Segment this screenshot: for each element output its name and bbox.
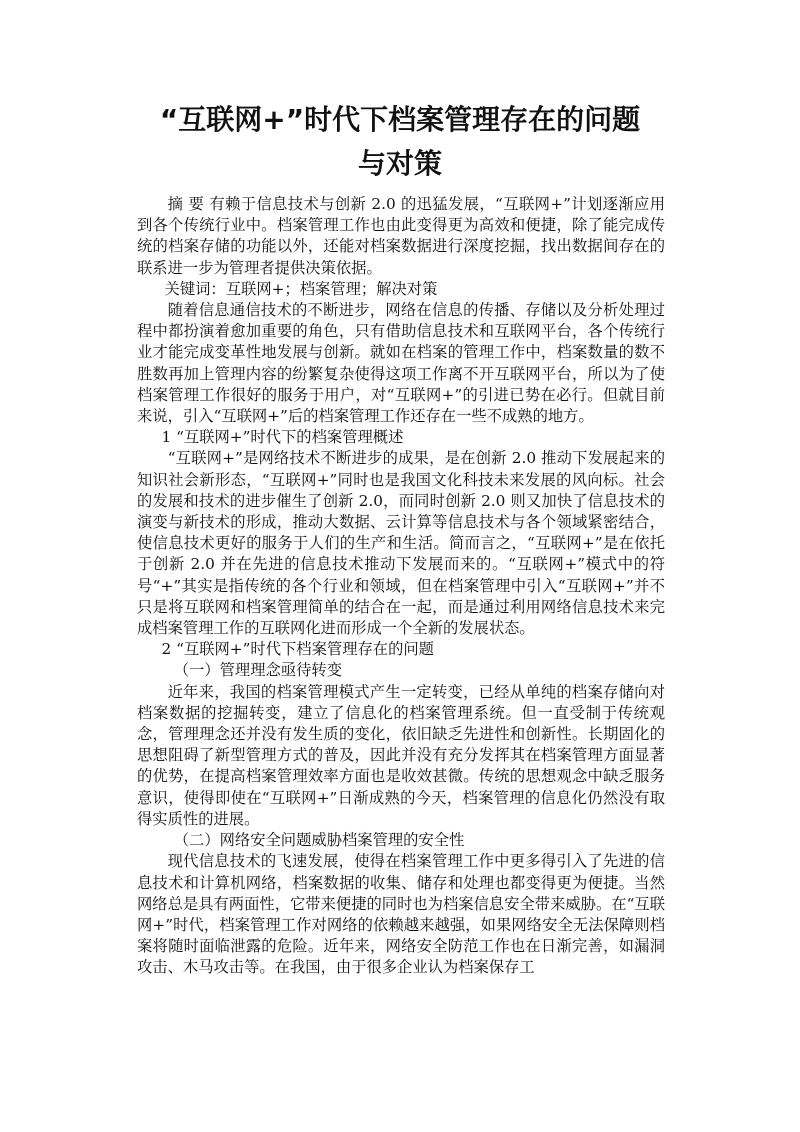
document-body bbox=[137, 194, 665, 979]
document-title-line-2: 与对策 bbox=[357, 147, 442, 180]
section-1-heading: 1 “互联网+”时代下的档案管理概述 bbox=[161, 428, 404, 447]
keywords-paragraph: 关键词：互联网+；档案管理；解决对策 bbox=[164, 279, 438, 298]
section-2-heading: 2 “互联网+”时代下档案管理存在的问题 bbox=[161, 640, 434, 659]
subsection-1-paragraph: 近年来，我国的档案管理模式产生一定转变，已经从单纯的档案存储向对档案数据的挖掘转变，建立了信息化的档案管理系统。但一直受制于传统观念，管理理念还并没有发生质的变化，依旧缺乏先进性和创新性。长期固化的思想阻碍了新型管理方式的普及，因此并没有充分发挥其在档案管理方面显著的优势，在提高档案管理效率方面也是收效甚微。传统的思想观念中缺乏服务意识，使得即使在“互联网+”日渐成熟的今天，档案管理的信息化仍然没有取得实质性的进展。 bbox=[137, 682, 665, 828]
subsection-2-paragraph: 现代信息技术的飞速发展，使得在档案管理工作中更多得引入了先进的信息技术和计算机网络，档案数据的收集、储存和处理也都变得更为便捷。当然网络总是具有两面性，它带来便捷的同时也为档案信息安全带来威胁。在“互联网+”时代，档案管理工作对网络的依赖越来越强，如果网络安全无法保障则档案将随时面临泄露的危险。近年来，网络安全防范工作也在日渐完善，如漏洞攻击、木马攻击等。在我国，由于很多企业认为档案保存工 bbox=[137, 852, 665, 977]
subsection-2-heading: （二）网络安全问题威胁档案管理的安全性 bbox=[173, 831, 465, 850]
intro-paragraph: 随着信息通信技术的不断进步，网络在信息的传播、存储以及分析处理过程中都扮演着愈加重要的角色，只有借助信息技术和互联网平台，各个传统行业才能完成变革性地发展与创新。就如在档案的管理工作中，档案数量的数不胜数再加上管理内容的纷繁复杂使得这项工作离不开互联网平台，所以为了使档案管理工作很好的服务于用户，对“互联网+”的引进已势在必行。但就目前来说，引入“互联网+”后的档案管理工作还存在一些不成熟的地方。 bbox=[137, 301, 665, 426]
abstract-paragraph: 摘 要 有赖于信息技术与创新 2.0 的迅猛发展，“互联网+”计划逐渐应用到各个传统行业中。档案管理工作也由此变得更为高效和便捷，除了能完成传统的档案存储的功能以外，还能对档案数据进行深度挖掘，找出数据间存在的联系进一步为管理者提供决策依据。 bbox=[137, 195, 665, 277]
subsection-1-heading: （一）管理理念亟待转变 bbox=[173, 661, 342, 680]
document-title-line-1: “互联网+”时代下档案管理存在的问题 bbox=[159, 103, 641, 136]
section-1-paragraph: “互联网+”是网络技术不断进步的成果，是在创新 2.0 推动下发展起来的知识社会新形态，“互联网+”同时也是我国文化科技未来发展的风向标。社会的发展和技术的进步催生了创新 2.0，而同时创新 2.0 则又加快了信息技术的演变与新技术的形成，推动大数据、云计算等信息技术与各个领域紧密结合，使信息技术更好的服务于人们的生产和生活。简而言之，“互联网+”是在依托于创新 2.0 并在先进的信息技术推动下发展而来的。“互联网+”模式中的符号“+”其实是指传统的各个行业和领域，但在档案管理中引入“互联网+”并不只是将互联网和档案管理简单的结合在一起，而是通过利用网络信息技术来完成档案管理工作的互联网化进而形成一个全新的发展状态。 bbox=[137, 449, 665, 638]
